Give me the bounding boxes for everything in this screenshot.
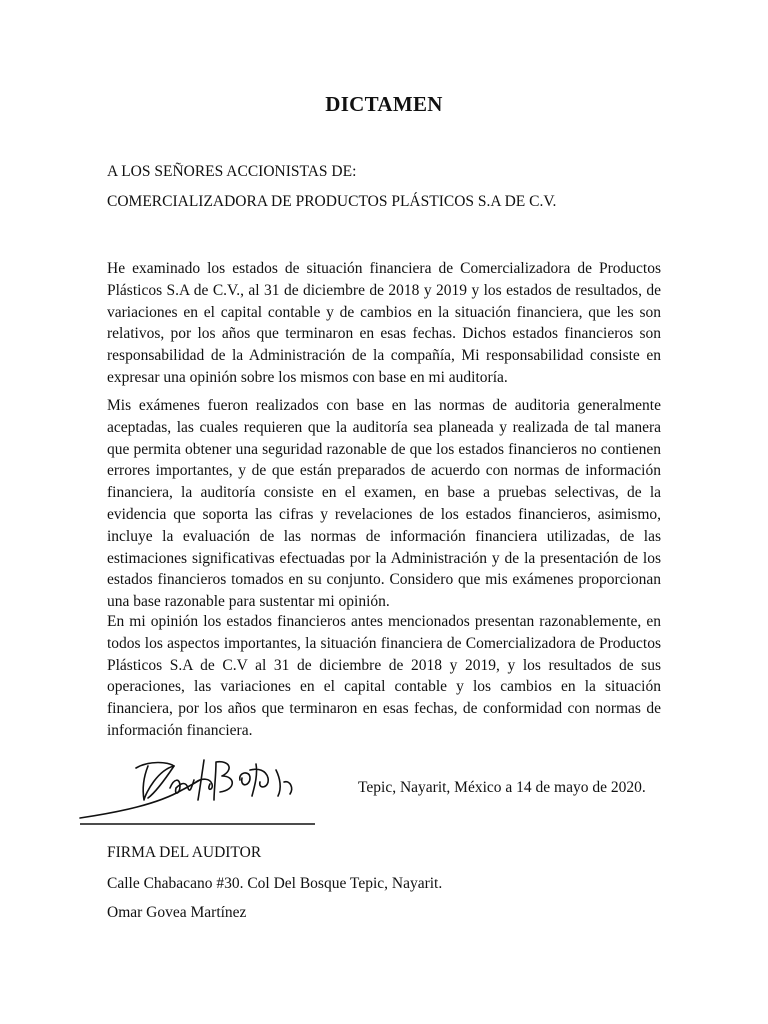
paragraph-3: En mi opinión los estados financieros antes mencionados presentan razonablemente, en todos los aspectos importantes, la situación financiera de Comercializadora de Productos Plásticos S.A de C.V al 31 de diciembre de 2018 y 2019, y los resultados de sus operaciones, las variaciones en el capital contable y los cambios en la situación financiera, por los años que terminaron en esas fechas, de conformidad con normas de información financiera.: [107, 613, 661, 739]
paragraph-2: Mis exámenes fueron realizados con base en las normas de auditoria generalmente aceptadas, las cuales requieren que la auditoría sea planeada y realizada de tal manera que permita obtener una seguridad razonable de que los estados financieros no contienen errores importantes, y de que están preparados de acuerdo con normas de información financiera, la auditoría consiste en el examen, en base a pruebas selectivas, de la evidencia que soporta las cifras y revelaciones de los estados financieros, asimismo, incluye la evaluación de las normas de información financiera utilizadas, de las estimaciones significativas efectuadas por la Administración y de la presentación de los estados financieros tomados en su conjunto. Considero que mis exámenes proporcionan una base razonable para sustentar mi opinión.: [107, 397, 661, 611]
addressee-line-2: COMERCIALIZADORA DE PRODUCTOS PLÁSTICOS S.A DE C.V.: [107, 193, 557, 210]
auditor-name: Omar Govea Martínez: [107, 904, 247, 921]
auditor-address: Calle Chabacano #30. Col Del Bosque Tepic, Nayarit.: [107, 875, 443, 892]
place-and-date: Tepic, Nayarit, México a 14 de mayo de 2020.: [358, 779, 646, 796]
auditor-signature: [70, 748, 330, 830]
addressee-line-1: A LOS SEÑORES ACCIONISTAS DE:: [107, 163, 357, 180]
signature-label: FIRMA DEL AUDITOR: [107, 844, 262, 861]
paragraph-1: He examinado los estados de situación financiera de Comercializadora de Productos Plásticos S.A de C.V., al 31 de diciembre de 2018 y 2019 y los estados de resultados, de variaciones en el capital contable y de cambios en la situación financiera, que les son relativos, por los años que terminaron en esas fechas. Dichos estados financieros son responsabilidad de la Administración de la compañía, Mi responsabilidad consiste en expresar una opinión sobre los mismos con base en mi auditoría.: [107, 260, 661, 386]
document-title: DICTAMEN: [325, 92, 443, 116]
